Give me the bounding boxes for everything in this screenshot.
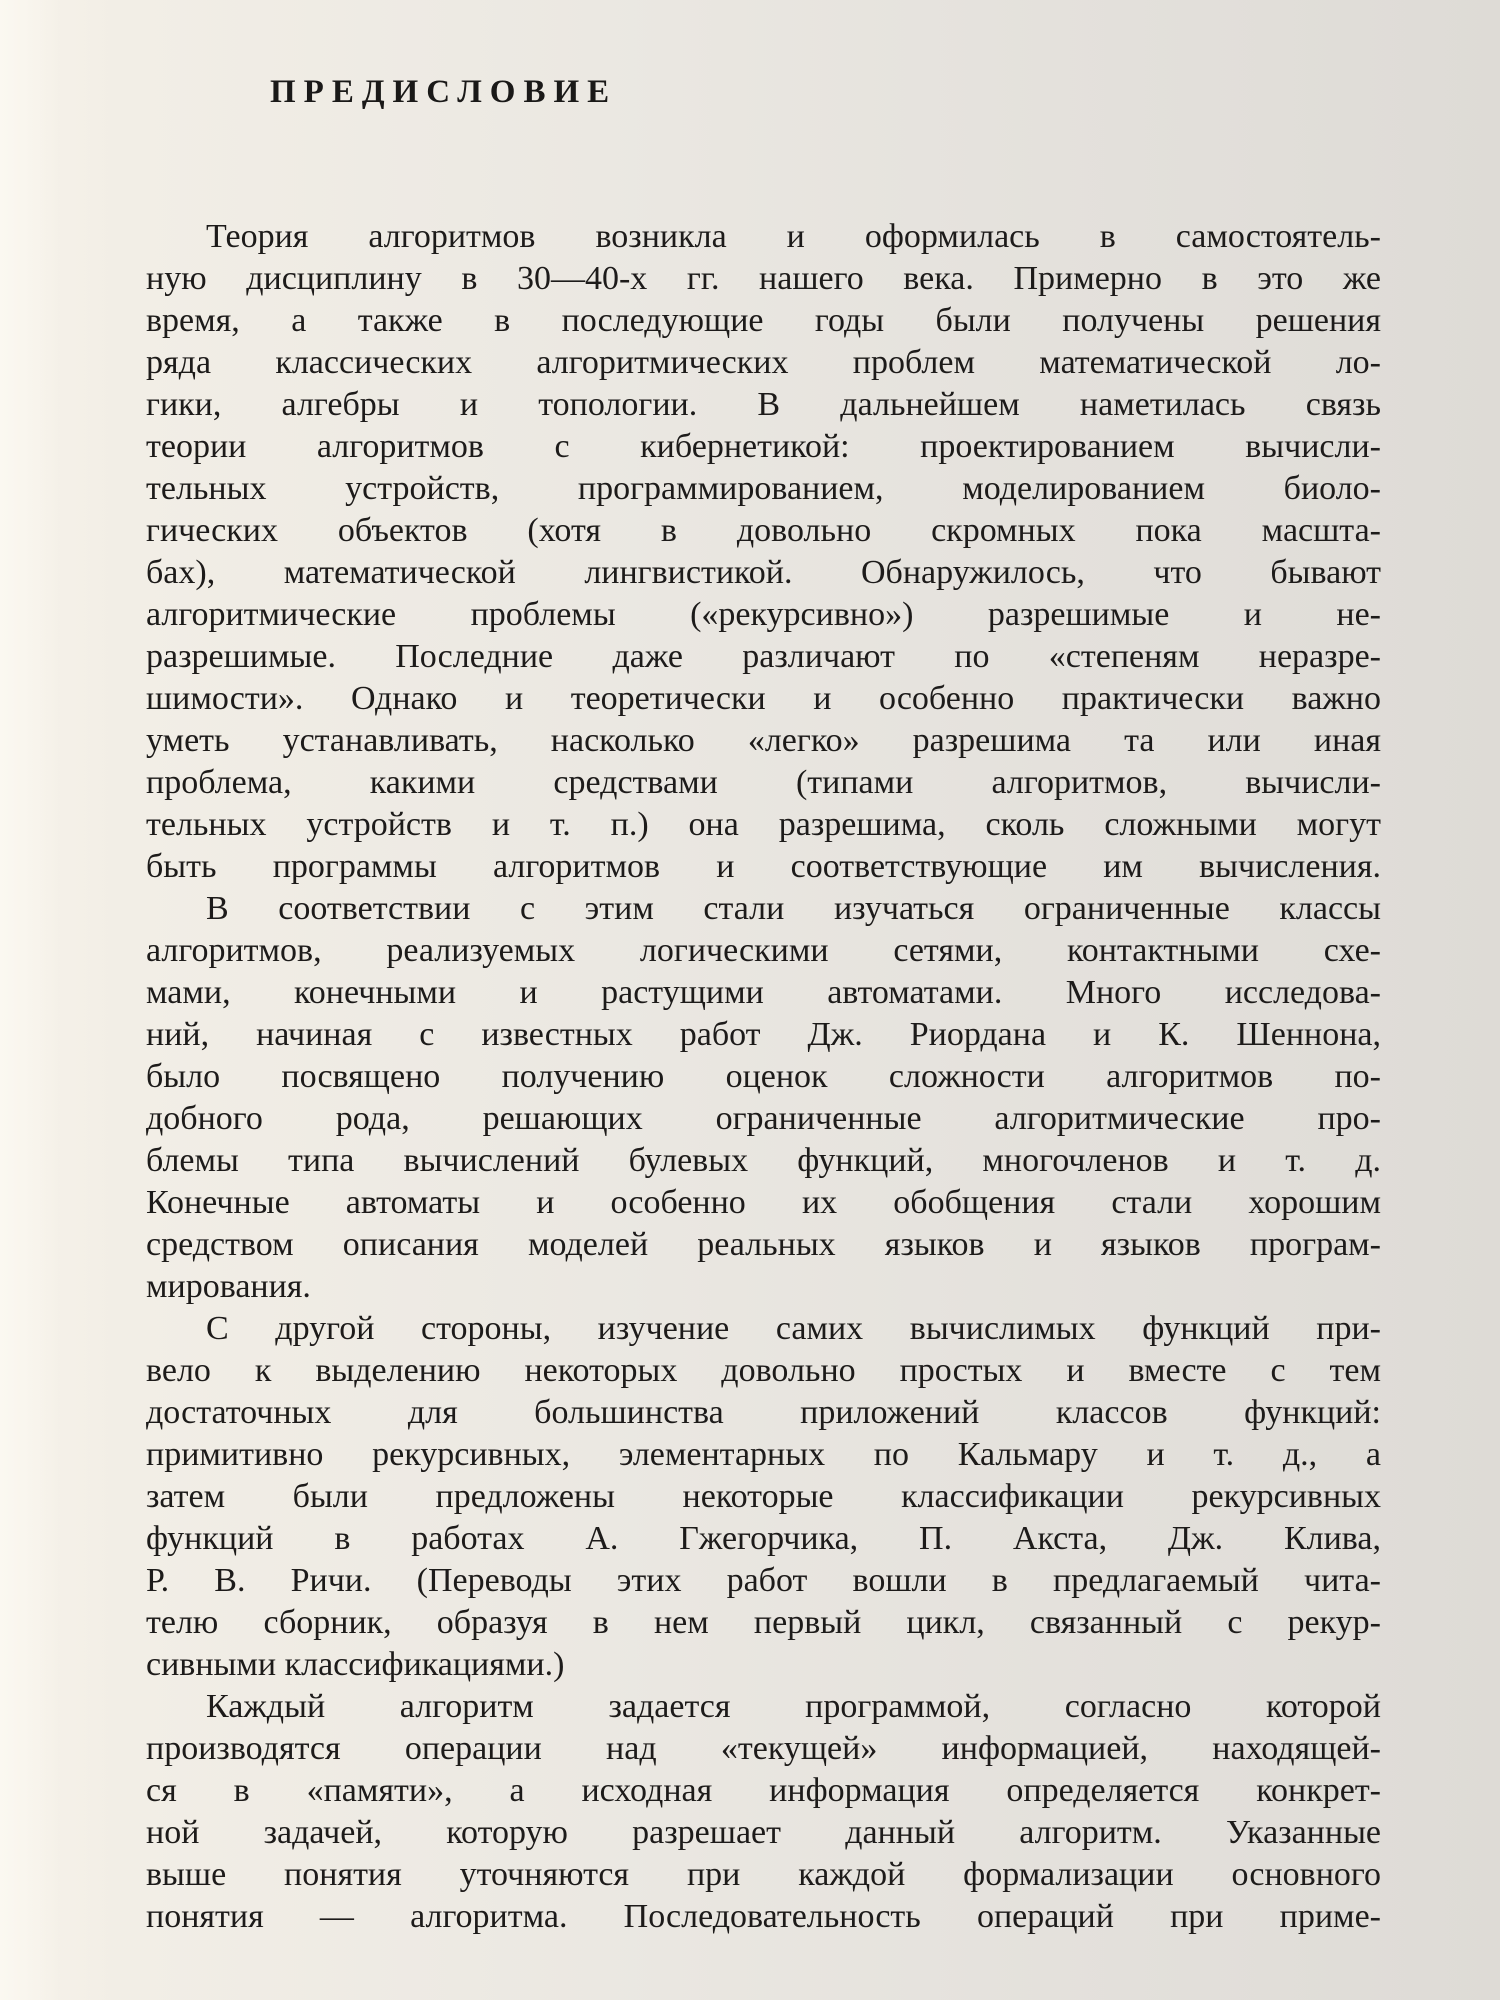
text-line: время, а также в последующие годы были получены решения: [146, 302, 1381, 339]
text-line: телю сборник, образуя в нем первый цикл, связанный с рекур-: [146, 1604, 1381, 1641]
text-line: функций в работах А. Гжегорчика, П. Акста, Дж. Клива,: [146, 1520, 1381, 1557]
text-line: С другой стороны, изучение самих вычислимых функций при-: [206, 1310, 1381, 1347]
text-line: вело к выделению некоторых довольно простых и вместе с тем: [146, 1352, 1381, 1389]
text-line: тельных устройств и т. п.) она разрешима, сколь сложными могут: [146, 806, 1381, 843]
text-line: гических объектов (хотя в довольно скромных пока масшта-: [146, 512, 1381, 549]
text-line: теории алгоритмов с кибернетикой: проектированием вычисли-: [146, 428, 1381, 465]
paragraph-1: [146, 216, 1381, 888]
text-line: быть программы алгоритмов и соответствующие им вычисления.: [146, 848, 1381, 885]
text-line: понятия — алгоритма. Последовательность операций при приме-: [146, 1898, 1381, 1935]
text-line: достаточных для большинства приложений классов функций:: [146, 1394, 1381, 1431]
text-line: выше понятия уточняются при каждой формализации основного: [146, 1856, 1381, 1893]
text-line: мами, конечными и растущими автоматами. Много исследова-: [146, 974, 1381, 1011]
paragraph-4: [146, 1686, 1381, 1938]
paragraph-3: [146, 1308, 1381, 1686]
text-line: Конечные автоматы и особенно их обобщения стали хорошим: [146, 1184, 1381, 1221]
text-line: средством описания моделей реальных языков и языков програм-: [146, 1226, 1381, 1263]
text-line: алгоритмов, реализуемых логическими сетями, контактными схе-: [146, 932, 1381, 969]
preface-body: [146, 216, 1381, 1938]
text-line: гики, алгебры и топологии. В дальнейшем наметилась связь: [146, 386, 1381, 423]
text-line: сивными классификациями.): [146, 1646, 565, 1683]
text-line: ную дисциплину в 30—40-х гг. нашего века. Примерно в это же: [146, 260, 1381, 297]
text-line: Теория алгоритмов возникла и оформилась в самостоятель-: [206, 218, 1381, 255]
chapter-heading: ПРЕДИСЛОВИЕ: [270, 74, 618, 110]
page-edge-shade: [0, 0, 60, 2000]
paragraph-2: [146, 888, 1381, 1308]
text-line: разрешимые. Последние даже различают по «степеням неразре-: [146, 638, 1381, 675]
text-line: тельных устройств, программированием, моделированием биоло-: [146, 470, 1381, 507]
text-line: Каждый алгоритм задается программой, согласно которой: [206, 1688, 1381, 1725]
text-line: затем были предложены некоторые классификации рекурсивных: [146, 1478, 1381, 1515]
text-line: ной задачей, которую разрешает данный алгоритм. Указанные: [146, 1814, 1381, 1851]
text-line: мирования.: [146, 1268, 311, 1305]
text-line: проблема, какими средствами (типами алгоритмов, вычисли-: [146, 764, 1381, 801]
text-line: ряда классических алгоритмических проблем математической ло-: [146, 344, 1381, 381]
text-line: ний, начиная с известных работ Дж. Риордана и К. Шеннона,: [146, 1016, 1381, 1053]
text-line: добного рода, решающих ограниченные алгоритмические про-: [146, 1100, 1381, 1137]
text-line: производятся операции над «текущей» информацией, находящей-: [146, 1730, 1381, 1767]
text-line: было посвящено получению оценок сложности алгоритмов по-: [146, 1058, 1381, 1095]
text-line: примитивно рекурсивных, элементарных по Кальмару и т. д., а: [146, 1436, 1381, 1473]
text-line: Р. В. Ричи. (Переводы этих работ вошли в предлагаемый чита-: [146, 1562, 1381, 1599]
text-line: уметь устанавливать, насколько «легко» разрешима та или иная: [146, 722, 1381, 759]
text-line: шимости». Однако и теоретически и особенно практически важно: [146, 680, 1381, 717]
text-line: алгоритмические проблемы («рекурсивно») разрешимые и не-: [146, 596, 1381, 633]
text-line: ся в «памяти», а исходная информация определяется конкрет-: [146, 1772, 1381, 1809]
text-line: бах), математической лингвистикой. Обнаружилось, что бывают: [146, 554, 1381, 591]
text-line: блемы типа вычислений булевых функций, многочленов и т. д.: [146, 1142, 1381, 1179]
text-line: В соответствии с этим стали изучаться ограниченные классы: [206, 890, 1381, 927]
